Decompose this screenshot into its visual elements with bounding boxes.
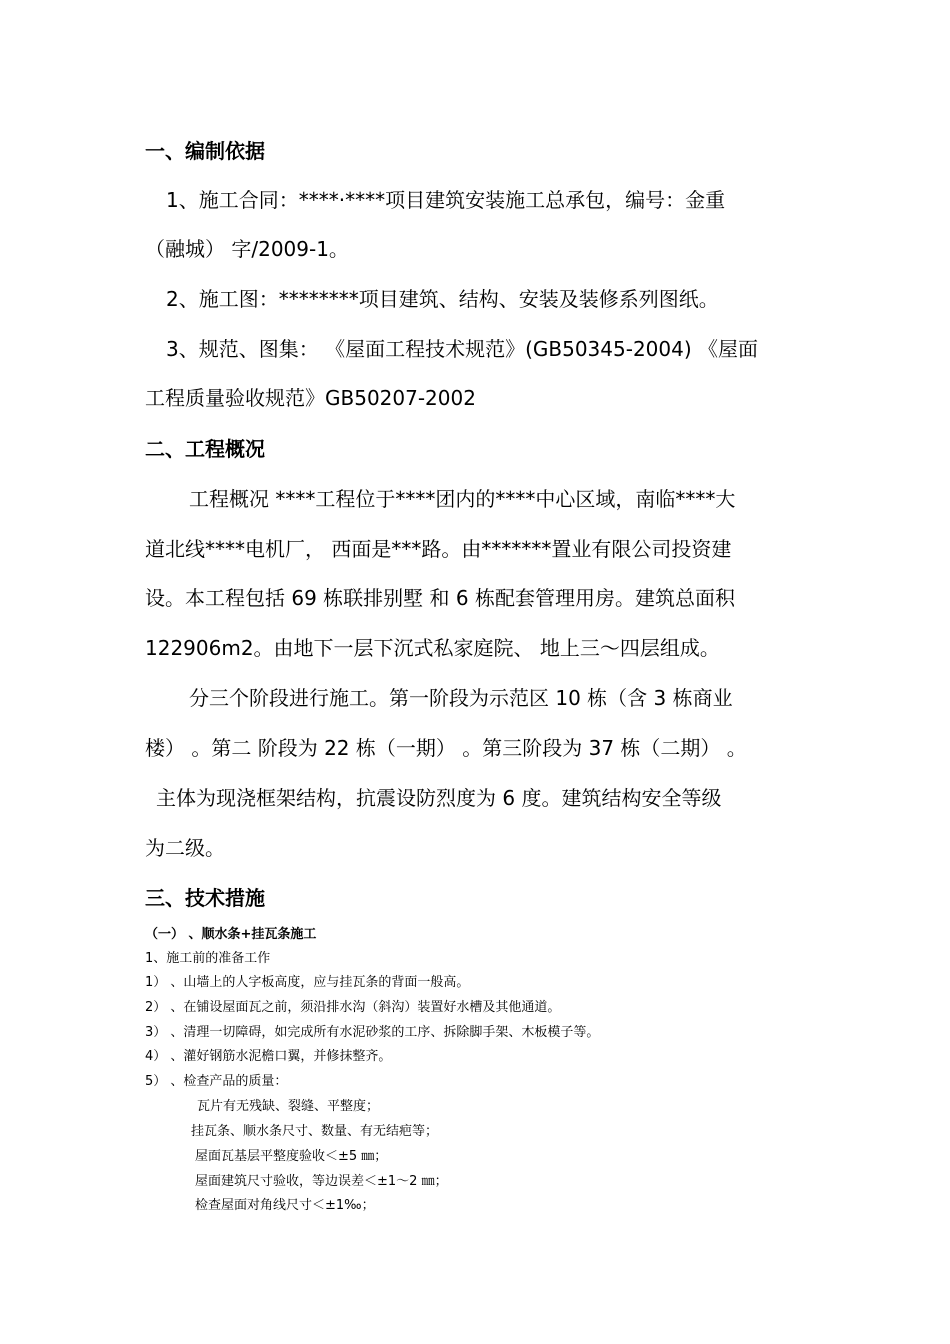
section-3-title: 三、技术措施 bbox=[145, 886, 265, 910]
section-3-check-1: 瓦片有无残缺、裂缝、平整度； bbox=[197, 1099, 380, 1114]
section-2-title: 二、工程概况 bbox=[145, 437, 265, 461]
section-1-para-2: 2、施工图：********项目建筑、结构、安装及装修系列图纸。 bbox=[166, 287, 719, 311]
section-2-para-1-line-3: 设。本工程包括 69 栋联排别墅 和 6 栋配套管理用房。建筑总面积 bbox=[145, 586, 735, 610]
section-3-item-4: 4） 、灌好钢筋水泥檐口翼，并修抹整齐。 bbox=[145, 1049, 392, 1064]
section-2-para-2-line-1: 分三个阶段进行施工。第一阶段为示范区 10 栋（含 3 栋商业 bbox=[189, 686, 733, 710]
section-1-para-1-line-2: （融城） 字/2009-1。 bbox=[145, 237, 349, 261]
section-3-check-4: 屋面建筑尺寸验收，等边误差＜±1～2 ㎜； bbox=[195, 1174, 448, 1189]
section-3-check-2: 挂瓦条、顺水条尺寸、数量、有无结疤等； bbox=[191, 1124, 439, 1139]
section-3-check-5: 检查屋面对角线尺寸＜±1‰； bbox=[195, 1198, 375, 1213]
section-2-para-2-line-2: 楼） 。第二 阶段为 22 栋（一期） 。第三阶段为 37 栋（二期） 。 bbox=[145, 736, 747, 760]
section-2-para-2-line-3: 主体为现浇框架结构，抗震设防烈度为 6 度。建筑结构安全等级 bbox=[156, 786, 722, 810]
section-2-para-1-line-4: 122906m2。由地下一层下沉式私家庭院、 地上三～四层组成。 bbox=[145, 636, 720, 660]
section-1-para-1-line-1: 1、施工合同：****·****项目建筑安装施工总承包，编号：金重 bbox=[166, 188, 726, 212]
section-2-para-2-line-4: 为二级。 bbox=[145, 836, 225, 860]
section-1-para-3-line-2: 工程质量验收规范》GB50207-2002 bbox=[145, 386, 476, 410]
section-3-item-5: 5） 、检查产品的质量： bbox=[145, 1074, 288, 1089]
section-3-subsection-1-title: （一） 、顺水条+挂瓦条施工 bbox=[145, 927, 317, 942]
section-1-para-3-line-1: 3、规范、图集： 《屋面工程技术规范》(GB50345-2004) 《屋面 bbox=[166, 337, 759, 361]
section-1-title: 一、编制依据 bbox=[145, 139, 265, 163]
section-3-item-3: 3） 、清理一切障碍，如完成所有水泥砂浆的工序、拆除脚手架、木板模子等。 bbox=[145, 1025, 600, 1040]
section-3-item-2: 2） 、在铺设屋面瓦之前，须沿排水沟（斜沟）装置好水槽及其他通道。 bbox=[145, 1000, 561, 1015]
section-2-para-1-line-1: 工程概况 ****工程位于****团内的****中心区域，南临****大 bbox=[189, 487, 736, 511]
section-2-para-1-line-2: 道北线****电机厂， 西面是***路。由*******置业有限公司投资建 bbox=[145, 537, 732, 561]
section-3-item-0: 1、施工前的准备工作 bbox=[145, 951, 271, 966]
section-3-item-1: 1） 、山墙上的人字板高度，应与挂瓦条的背面一般高。 bbox=[145, 975, 470, 990]
section-3-check-3: 屋面瓦基层平整度验收＜±5 ㎜； bbox=[195, 1149, 388, 1164]
